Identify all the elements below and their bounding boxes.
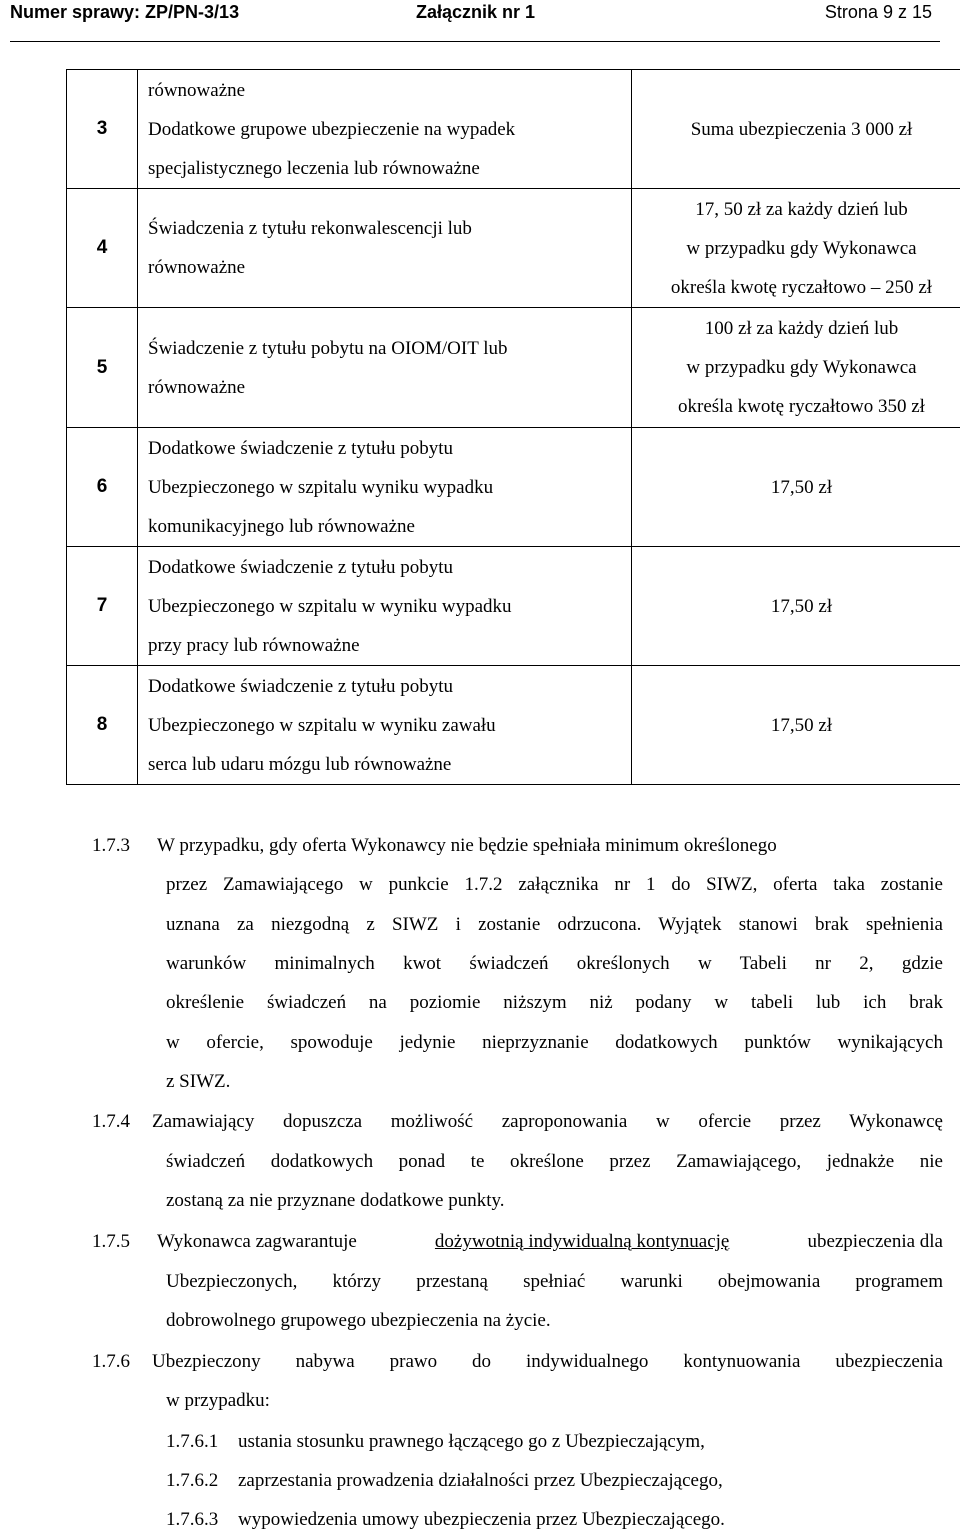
benefit-amount xyxy=(632,428,960,547)
text-line: zostaną za nie przyznane dodatkowe punkty. xyxy=(166,1181,505,1220)
benefit-amount xyxy=(632,70,960,189)
amount-line: określa kwotę ryczałtowo 350 zł xyxy=(632,387,960,426)
description-line: Świadczenie z tytułu pobytu na OIOM/OIT lub xyxy=(148,329,631,368)
description-line: równoważne xyxy=(148,368,631,407)
description-line: komunikacyjnego lub równoważne xyxy=(148,507,631,546)
benefit-amount xyxy=(632,666,960,785)
row-number: 3 xyxy=(67,70,138,189)
benefit-amount xyxy=(632,308,960,428)
amount-line: 17, 50 zł za każdy dzień lub xyxy=(632,190,960,229)
description-line: Dodatkowe świadczenie z tytułu pobytu xyxy=(148,548,631,587)
row-number: 8 xyxy=(67,666,138,785)
text-line: przez Zamawiającego w punkcie 1.7.2 załącznika nr 1 do SIWZ, oferta taka zostanie xyxy=(166,865,943,904)
description-line: specjalistycznego leczenia lub równoważne xyxy=(148,149,631,188)
row-number: 4 xyxy=(67,189,138,308)
text-line: Ubezpieczonych, którzy przestaną spełniać warunki obejmowania programem xyxy=(166,1262,943,1301)
benefit-description xyxy=(138,70,632,189)
benefits-table xyxy=(66,69,960,785)
table-row xyxy=(67,70,960,189)
amount-line: 17,50 zł xyxy=(632,468,960,507)
text-fragment: Wykonawca zagwarantuje xyxy=(157,1222,362,1261)
amount-line: w przypadku gdy Wykonawca xyxy=(632,229,960,268)
row-number: 5 xyxy=(67,308,138,428)
list-item-text: ustania stosunku prawnego łączącego go z Ubezpieczającym, xyxy=(238,1422,705,1461)
text-line: warunków minimalnych kwot świadczeń określonych w Tabeli nr 2, gdzie xyxy=(166,944,943,983)
row-number: 7 xyxy=(67,547,138,666)
text-line: W przypadku, gdy oferta Wykonawcy nie będzie spełniała minimum określonego xyxy=(157,826,943,865)
text-line: w przypadku: xyxy=(166,1381,270,1420)
text-line: określenie świadczeń na poziomie niższym niż podany w tabeli lub ich brak xyxy=(166,983,943,1022)
text-line: z SIWZ. xyxy=(166,1062,230,1101)
description-line: równoważne xyxy=(148,71,631,110)
case-number: Numer sprawy: ZP/PN-3/13 xyxy=(10,2,239,23)
text-line: uznana za niezgodną z SIWZ i zostanie odrzucona. Wyjątek stanowi brak spełnienia xyxy=(166,905,943,944)
table-row xyxy=(67,666,960,785)
benefit-description xyxy=(138,547,632,666)
list-item-text: wypowiedzenia umowy ubezpieczenia przez Ubezpieczającego. xyxy=(238,1500,725,1539)
text-line: Zamawiający dopuszcza możliwość zaproponowania w ofercie przez Wykonawcę xyxy=(152,1102,943,1141)
underlined-phrase: dożywotnią indywidualną kontynuację xyxy=(435,1222,729,1261)
page-number: Strona 9 z 15 xyxy=(825,2,932,23)
page-header xyxy=(10,0,950,30)
table-row xyxy=(67,428,960,547)
table-row xyxy=(67,547,960,666)
description-line: Dodatkowe świadczenie z tytułu pobytu xyxy=(148,667,631,706)
amount-line: w przypadku gdy Wykonawca xyxy=(632,348,960,387)
text-line: w ofercie, spowoduje jedynie nieprzyznanie dodatkowych punktów wynikających xyxy=(166,1023,943,1062)
row-number: 6 xyxy=(67,428,138,547)
benefit-description xyxy=(138,308,632,428)
list-item-number: 1.7.6.1 xyxy=(166,1422,218,1461)
amount-line: 17,50 zł xyxy=(632,706,960,745)
text-line: świadczeń dodatkowych ponad te określone przez Zamawiającego, jednakże nie xyxy=(166,1142,943,1181)
description-line: Dodatkowe świadczenie z tytułu pobytu xyxy=(148,429,631,468)
section-number: 1.7.5 xyxy=(92,1222,130,1261)
description-line: Dodatkowe grupowe ubezpieczenie na wypadek xyxy=(148,110,631,149)
description-line: Ubezpieczonego w szpitalu wyniku wypadku xyxy=(148,468,631,507)
list-item-text: zaprzestania prowadzenia działalności przez Ubezpieczającego, xyxy=(238,1461,723,1500)
benefit-amount xyxy=(632,547,960,666)
amount-line: 100 zł za każdy dzień lub xyxy=(632,309,960,348)
text-fragment: ubezpieczenia dla xyxy=(803,1222,943,1261)
description-line: równoważne xyxy=(148,248,631,287)
header-rule xyxy=(10,41,940,42)
benefit-description xyxy=(138,189,632,308)
benefit-description xyxy=(138,666,632,785)
attachment-label: Załącznik nr 1 xyxy=(416,2,535,23)
benefit-description xyxy=(138,428,632,547)
text-line xyxy=(157,1222,943,1261)
benefit-amount xyxy=(632,189,960,308)
text-line: dobrowolnego grupowego ubezpieczenia na życie. xyxy=(166,1301,551,1340)
section-number: 1.7.4 xyxy=(92,1102,130,1141)
list-item-number: 1.7.6.2 xyxy=(166,1461,218,1500)
text-line: Ubezpieczony nabywa prawo do indywidualnego kontynuowania ubezpieczenia xyxy=(152,1342,943,1381)
description-line: serca lub udaru mózgu lub równoważne xyxy=(148,745,631,784)
amount-line: określa kwotę ryczałtowo – 250 zł xyxy=(632,268,960,307)
description-line: przy pracy lub równoważne xyxy=(148,626,631,665)
table-row xyxy=(67,308,960,428)
amount-line: 17,50 zł xyxy=(632,587,960,626)
table-row xyxy=(67,189,960,308)
description-line: Świadczenia z tytułu rekonwalescencji lub xyxy=(148,209,631,248)
section-number: 1.7.6 xyxy=(92,1342,130,1381)
section-number: 1.7.3 xyxy=(92,826,130,865)
amount-line: Suma ubezpieczenia 3 000 zł xyxy=(632,110,960,149)
description-line: Ubezpieczonego w szpitalu w wyniku zawału xyxy=(148,706,631,745)
list-item-number: 1.7.6.3 xyxy=(166,1500,218,1539)
description-line: Ubezpieczonego w szpitalu w wyniku wypadku xyxy=(148,587,631,626)
